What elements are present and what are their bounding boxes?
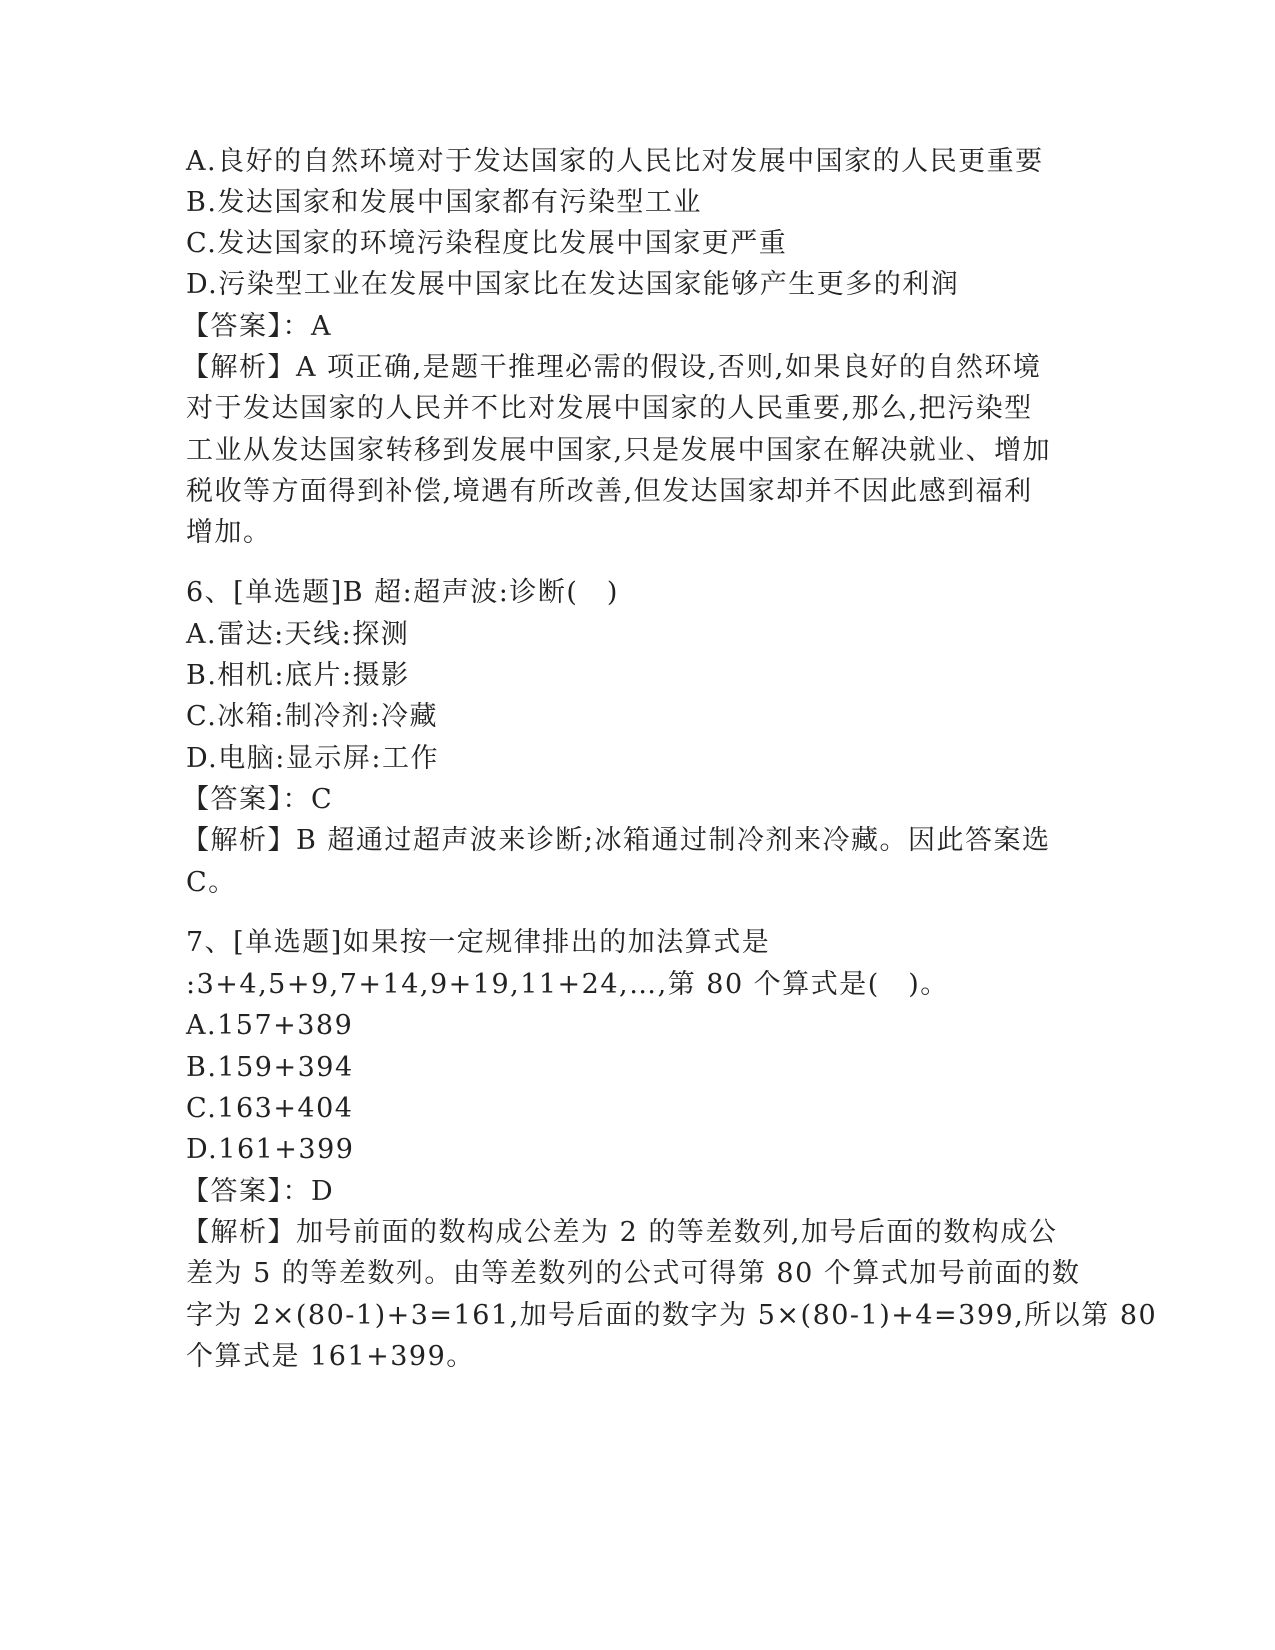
q6-answer: 【答案】：C [182,784,334,815]
q7-analysis-line: 差为 5 的等差数列。由等差数列的公式可得第 80 个算式加号前面的数 [186,1258,1081,1289]
q5-analysis-line: 对于发达国家的人民并不比对发展中国家的人民重要,那么,把污染型 [186,393,1033,424]
q6-option-b: B.相机:底片:摄影 [186,660,410,691]
q6-option-c: C.冰箱:制冷剂:冷藏 [186,701,438,732]
q6-option-d: D.电脑:显示屏:工作 [186,743,439,774]
q7-option-d: D.161+399 [186,1134,355,1165]
q5-analysis-line: 税收等方面得到补偿,境遇有所改善,但发达国家却并不因此感到福利 [186,476,1033,507]
q7-option-c: C.163+404 [186,1093,354,1124]
q7-stem-line: 7、[单选题]如果按一定规律排出的加法算式是 [186,927,771,958]
q7-option-a: A.157+389 [186,1010,354,1041]
q6-stem: 6、[单选题]B 超:超声波:诊断( ) [186,577,619,608]
q6-analysis-line: 【解析】B 超通过超声波来诊断;冰箱通过制冷剂来冷藏。因此答案选 [182,825,1051,856]
q7-analysis-line: 字为 2×(80-1)+3=161,加号后面的数字为 5×(80-1)+4=399,所以第 80 [186,1300,1158,1331]
q7-stem-line: :3+4,5+9,7+14,9+19,11+24,…,第 80 个算式是( )。 [186,969,949,1000]
q7-answer: 【答案】：D [182,1176,335,1207]
q5-option-b: B.发达国家和发展中国家都有污染型工业 [186,187,702,218]
q5-option-a: A.良好的自然环境对于发达国家的人民比对发展中国家的人民更重要 [186,146,1044,177]
q5-option-c: C.发达国家的环境污染程度比发展中国家更严重 [186,228,788,259]
q6-analysis-line: C。 [186,867,237,898]
q6-option-a: A.雷达:天线:探测 [186,619,410,650]
q5-answer: 【答案】：A [182,311,332,342]
q5-analysis-line: 【解析】A 项正确,是题干推理必需的假设,否则,如果良好的自然环境 [182,352,1042,383]
q7-analysis-line: 个算式是 161+399。 [186,1341,475,1372]
q7-analysis-line: 【解析】加号前面的数构成公差为 2 的等差数列,加号后面的数构成公 [182,1217,1058,1248]
q5-analysis-line: 工业从发达国家转移到发展中国家,只是发展中国家在解决就业、增加 [186,435,1052,466]
q7-option-b: B.159+394 [186,1052,354,1083]
q5-analysis-line: 增加。 [186,517,272,548]
q5-option-d: D.污染型工业在发展中国家比在发达国家能够产生更多的利润 [186,269,960,300]
